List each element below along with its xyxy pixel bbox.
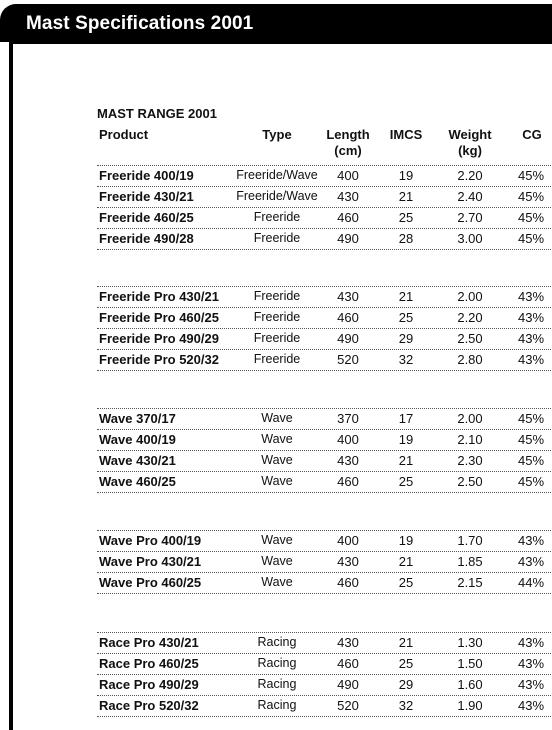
col-header-length-label: Length — [326, 127, 370, 142]
cell-imcs: 21 — [398, 453, 414, 468]
cell-length: 490 — [337, 231, 359, 246]
cell-type: Freeride — [253, 210, 301, 224]
cell-type: Freeride — [253, 310, 301, 324]
cell-product: Freeride 460/25 — [99, 210, 194, 225]
col-header-imcs: IMCS — [389, 127, 423, 142]
cell-imcs: 19 — [398, 432, 414, 447]
cell-weight: 1.70 — [457, 533, 483, 548]
cell-cg: 45% — [517, 168, 545, 183]
table-row — [97, 165, 552, 186]
table-row — [97, 307, 552, 328]
cell-length: 400 — [337, 533, 359, 548]
table-row — [97, 632, 552, 653]
cell-length: 490 — [337, 677, 359, 692]
cell-cg: 43% — [517, 677, 545, 692]
cell-imcs: 19 — [398, 168, 414, 183]
cell-product: Wave 430/21 — [99, 453, 176, 468]
cell-imcs: 25 — [398, 575, 414, 590]
cell-cg: 45% — [517, 210, 545, 225]
cell-cg: 43% — [517, 698, 545, 713]
table-row — [97, 471, 552, 493]
cell-weight: 1.60 — [457, 677, 483, 692]
cell-product: Race Pro 520/32 — [99, 698, 199, 713]
cell-type: Wave — [261, 432, 293, 446]
cell-weight: 2.50 — [457, 331, 483, 346]
row-group — [97, 530, 552, 594]
cell-weight: 3.00 — [457, 231, 483, 246]
cell-weight: 1.90 — [457, 698, 483, 713]
cell-imcs: 21 — [398, 635, 414, 650]
cell-length: 520 — [337, 352, 359, 367]
cell-type: Racing — [257, 656, 297, 670]
cell-imcs: 32 — [398, 352, 414, 367]
cell-length: 460 — [337, 656, 359, 671]
cell-product: Wave 370/17 — [99, 411, 176, 426]
cell-length: 460 — [337, 575, 359, 590]
table-row — [97, 551, 552, 572]
cell-product: Freeride 400/19 — [99, 168, 194, 183]
table-row — [97, 228, 552, 250]
cell-length: 400 — [337, 432, 359, 447]
table-row — [97, 349, 552, 371]
cell-weight: 2.50 — [457, 474, 483, 489]
cell-product: Freeride Pro 430/21 — [99, 289, 219, 304]
cell-imcs: 28 — [398, 231, 414, 246]
cell-length: 460 — [337, 474, 359, 489]
cell-type: Wave — [261, 575, 293, 589]
cell-cg: 43% — [517, 533, 545, 548]
cell-cg: 45% — [517, 231, 545, 246]
cell-length: 400 — [337, 168, 359, 183]
cell-product: Wave Pro 400/19 — [99, 533, 202, 548]
col-header-weight — [440, 127, 500, 159]
cell-cg: 45% — [517, 189, 545, 204]
cell-imcs: 19 — [398, 533, 414, 548]
cell-type: Racing — [257, 635, 297, 649]
row-group — [97, 408, 552, 493]
row-group — [97, 165, 552, 250]
cell-product: Race Pro 430/21 — [99, 635, 199, 650]
cell-cg: 44% — [517, 575, 545, 590]
cell-type: Freeride — [253, 231, 301, 245]
table-row — [97, 530, 552, 551]
cell-cg: 43% — [517, 310, 545, 325]
cell-length: 430 — [337, 189, 359, 204]
cell-imcs: 21 — [398, 554, 414, 569]
col-header-length-unit: (cm) — [334, 143, 362, 158]
cell-cg: 43% — [517, 352, 545, 367]
cell-length: 430 — [337, 635, 359, 650]
header-bar — [0, 4, 552, 42]
cell-cg: 43% — [517, 554, 545, 569]
cell-length: 430 — [337, 289, 359, 304]
cell-imcs: 21 — [398, 189, 414, 204]
cell-product: Freeride 490/28 — [99, 231, 194, 246]
cell-weight: 2.00 — [457, 289, 483, 304]
cell-cg: 45% — [517, 453, 545, 468]
cell-imcs: 29 — [398, 331, 414, 346]
col-header-weight-label: Weight — [448, 127, 492, 142]
range-title: MAST RANGE 2001 — [97, 106, 217, 121]
table-row — [97, 207, 552, 228]
table-row — [97, 450, 552, 471]
cell-weight: 1.50 — [457, 656, 483, 671]
cell-length: 490 — [337, 331, 359, 346]
table-row — [97, 695, 552, 717]
cell-product: Wave 400/19 — [99, 432, 176, 447]
cell-weight: 2.20 — [457, 310, 483, 325]
cell-imcs: 25 — [398, 210, 414, 225]
cell-length: 520 — [337, 698, 359, 713]
cell-weight: 1.30 — [457, 635, 483, 650]
cell-cg: 45% — [517, 432, 545, 447]
cell-imcs: 17 — [398, 411, 414, 426]
cell-imcs: 32 — [398, 698, 414, 713]
cell-length: 460 — [337, 210, 359, 225]
cell-imcs: 25 — [398, 474, 414, 489]
cell-product: Freeride Pro 490/29 — [99, 331, 219, 346]
cell-type: Freeride — [253, 352, 301, 366]
cell-cg: 45% — [517, 474, 545, 489]
col-header-type: Type — [262, 127, 292, 142]
cell-weight: 2.00 — [457, 411, 483, 426]
row-group — [97, 286, 552, 371]
table-row — [97, 572, 552, 594]
cell-type: Wave — [261, 554, 293, 568]
table-row — [97, 408, 552, 429]
frame-left-border — [9, 40, 13, 730]
cell-product: Wave 460/25 — [99, 474, 176, 489]
cell-type: Wave — [261, 533, 293, 547]
cell-product: Wave Pro 460/25 — [99, 575, 202, 590]
cell-length: 370 — [337, 411, 359, 426]
cell-product: Race Pro 490/29 — [99, 677, 199, 692]
col-header-length — [320, 127, 376, 159]
cell-product: Race Pro 460/25 — [99, 656, 199, 671]
cell-product: Freeride 430/21 — [99, 189, 194, 204]
row-group — [97, 632, 552, 717]
cell-product: Wave Pro 430/21 — [99, 554, 202, 569]
cell-weight: 2.40 — [457, 189, 483, 204]
table-row — [97, 328, 552, 349]
table-row — [97, 653, 552, 674]
cell-type: Racing — [257, 677, 297, 691]
cell-type: Wave — [261, 411, 293, 425]
cell-type: Freeride/Wave — [236, 189, 318, 203]
cell-imcs: 25 — [398, 310, 414, 325]
cell-weight: 2.15 — [457, 575, 483, 590]
cell-imcs: 29 — [398, 677, 414, 692]
cell-cg: 43% — [517, 331, 545, 346]
cell-product: Freeride Pro 520/32 — [99, 352, 219, 367]
cell-weight: 2.20 — [457, 168, 483, 183]
frame-top-border — [9, 40, 552, 44]
cell-length: 430 — [337, 554, 359, 569]
col-header-cg: CG — [522, 127, 542, 142]
table-row — [97, 186, 552, 207]
cell-type: Wave — [261, 474, 293, 488]
cell-imcs: 25 — [398, 656, 414, 671]
cell-weight: 2.10 — [457, 432, 483, 447]
cell-cg: 45% — [517, 411, 545, 426]
col-header-product: Product — [99, 127, 149, 142]
cell-type: Wave — [261, 453, 293, 467]
cell-weight: 2.30 — [457, 453, 483, 468]
page-title: Mast Specifications 2001 — [26, 13, 254, 34]
cell-weight: 1.85 — [457, 554, 483, 569]
cell-type: Racing — [257, 698, 297, 712]
cell-product: Freeride Pro 460/25 — [99, 310, 219, 325]
table-row — [97, 429, 552, 450]
cell-weight: 2.70 — [457, 210, 483, 225]
cell-cg: 43% — [517, 656, 545, 671]
cell-cg: 43% — [517, 289, 545, 304]
cell-length: 460 — [337, 310, 359, 325]
table-row — [97, 286, 552, 307]
cell-weight: 2.80 — [457, 352, 483, 367]
col-header-weight-unit: (kg) — [458, 143, 482, 158]
table-row — [97, 674, 552, 695]
cell-length: 430 — [337, 453, 359, 468]
cell-type: Freeride — [253, 331, 301, 345]
cell-type: Freeride — [253, 289, 301, 303]
cell-cg: 43% — [517, 635, 545, 650]
cell-imcs: 21 — [398, 289, 414, 304]
cell-type: Freeride/Wave — [236, 168, 318, 182]
